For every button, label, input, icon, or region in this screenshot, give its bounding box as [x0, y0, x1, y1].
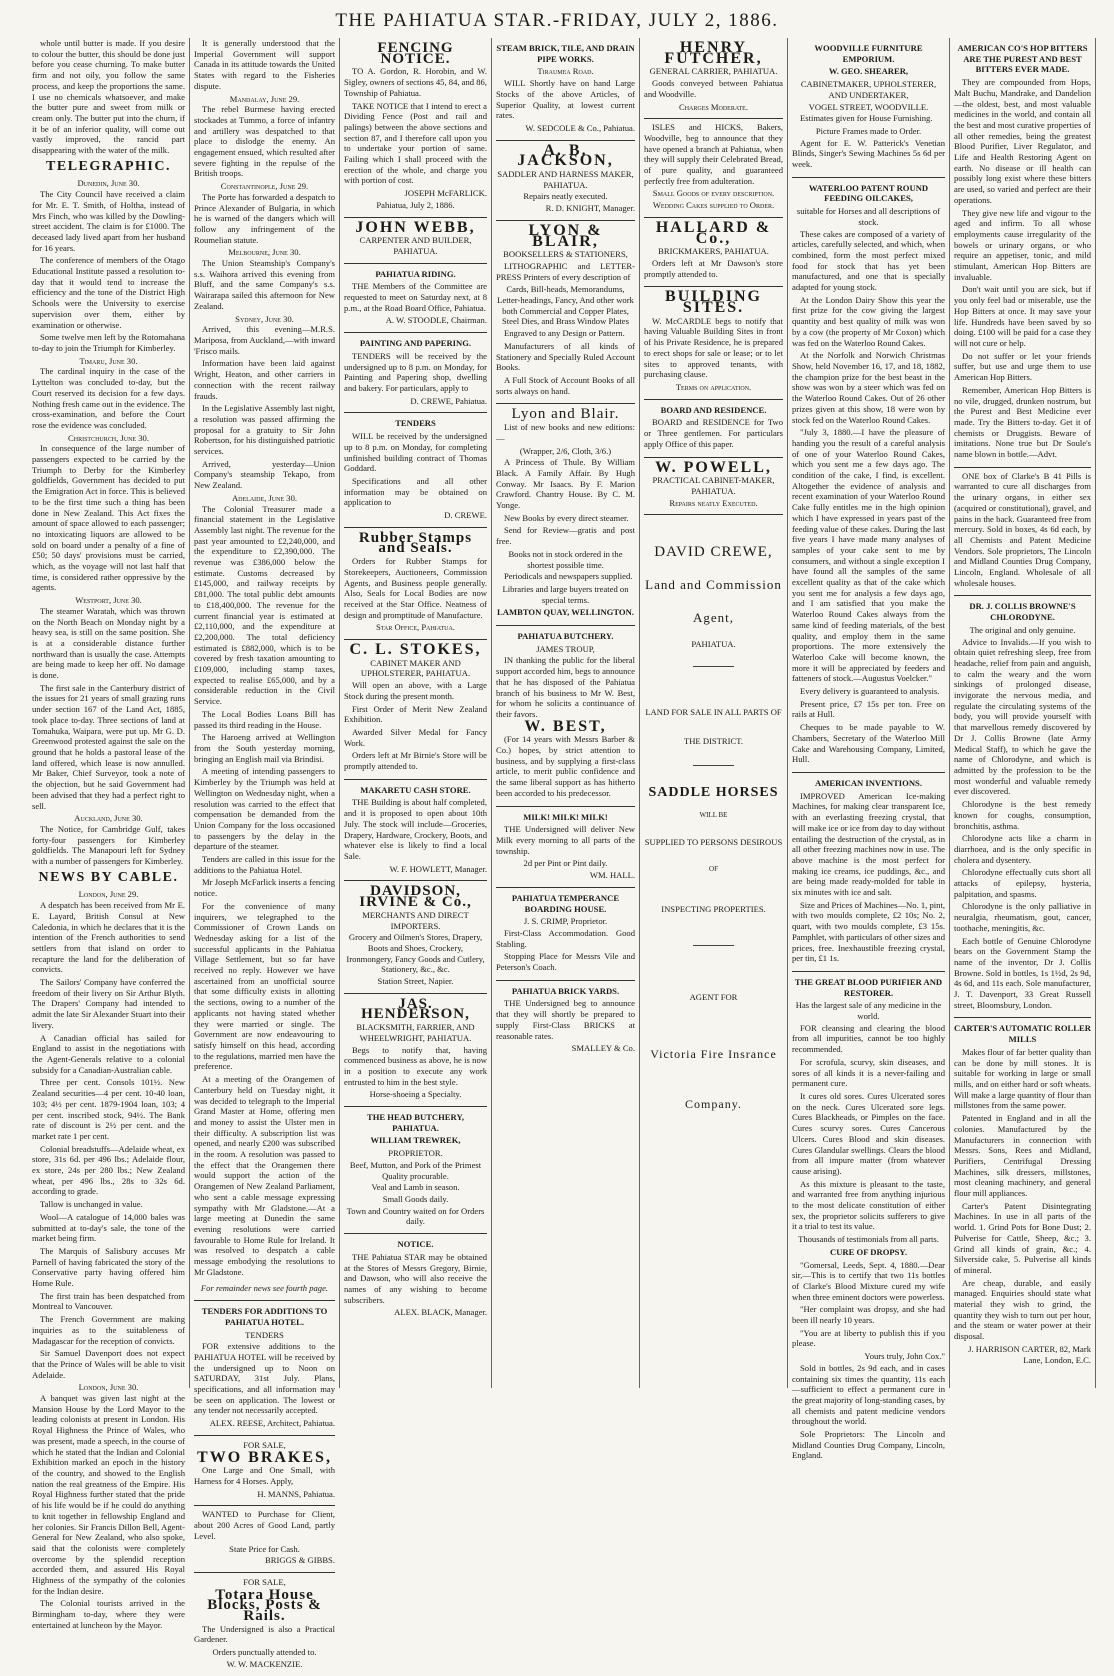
- ad-signature: W. SEDCOLE & Co., Pahiatua.: [525, 122, 635, 133]
- ad-heading: NOTICE.: [397, 1239, 434, 1250]
- ad-wanted-land: [194, 1506, 335, 1573]
- ad-body: Remember, American Hop Bitters is no vile, drugged, drunken nostrum, but the Purest and Best Medicine ever made. Try the Bitters to-day. Get it of chemists or Druggists. Beware of imitations. None true but Dr Soule's name blown in bottle.—Advt.: [954, 384, 1091, 460]
- ad-body: Chlorodyne effectually cuts short all attacks of epilepsy, hysteria, palpitation, and spasms.: [954, 867, 1091, 899]
- ad-b41-pills: [954, 468, 1091, 597]
- ad-body: Engraved to any Design or Pattern.: [504, 328, 625, 339]
- ad-heading: CARTER'S AUTOMATIC ROLLER MILLS: [954, 1023, 1091, 1045]
- ad-body: They give new life and vigour to the aged and infirm. To all whose employments cause irregularity of the bowels or urinary organs, or who require an appetiser, tonic, and mild stimulant, American Hop Bitters are invaluable.: [954, 207, 1091, 282]
- article-paragraph: Information have been laid against Wright, Heaton, and other carriers in connection with the recent railway frauds.: [194, 358, 335, 401]
- article-paragraph: The City Council have received a claim for Mr. E. T. Smith, of Holtha, instead of Mrs Finch, who was killed by the Dowling-street accident. The claim is for £1000. The deceased lady lived apart from her husband for 16 years.: [32, 189, 185, 253]
- column-1: [28, 38, 190, 1630]
- ad-body: Size and Prices of Machines—No. 1, pint, with two moulds complete, £2 10s; No. 2, quart, with two moulds complete, £3 15s. Pamphlet, with particulars of other sizes and prices, free. Inexhaustible freezing crystal, per tin, £1 1s.: [792, 899, 945, 964]
- ad-henderson: [344, 994, 487, 1107]
- ad-body: At the London Dairy Show this year the first prize for the cow giving the largest quantity and best quality of milk was won by a cow (the property of Mr Coxon) which was fed on the Waterloo Round Cakes.: [792, 294, 945, 348]
- ad-hallard: [644, 218, 783, 288]
- ad-body: 2d per Pint or Pint daily.: [523, 858, 608, 869]
- ad-stokes: [344, 640, 487, 780]
- ad-painting: [344, 333, 487, 413]
- ad-body: Do not suffer or let your friends suffer, but use and urge them to use American Hop Bitters.: [954, 350, 1091, 383]
- ad-line: AGENT FOR: [689, 992, 738, 1003]
- ad-brick-works: [496, 38, 635, 141]
- ad-body: Orders left at Mr Birnie's Store will be promptly attended to.: [344, 750, 487, 772]
- ad-subheading: BLACKSMITH, FARRIER, AND WHEELWRIGHT, PAHIATUA.: [356, 1022, 475, 1043]
- ad-body: At the Norfolk and Norwich Christmas Show, held November 16, 17, and 18, 1882, the champion prize for the best beast in the show was won by a steer which was fed on the Waterloo Round Cakes. Out of 26 other prizes given at this show, 18 were won by stock fed on the Waterloo Round Cakes.: [792, 350, 945, 425]
- dateline: London, June 30.: [78, 1382, 139, 1393]
- ad-body: These cakes are composed of a variety of articles, carefully selected, and which, when combined, form the most perfect mixed food for stock that has yet been manufactured, and one that is specially adapted for young stock.: [792, 228, 945, 293]
- ad-american-inventions: [792, 773, 945, 972]
- ad-name: W. GEO. SHEARER,: [828, 66, 909, 77]
- article-paragraph: The cardinal inquiry in the case of the Lyttelton was concluded to-day, but the Court reserved its decision for a few days. Nothing fresh came out in the evidence. The cross-examination, and before the Court rose the evidence was concluded.: [32, 366, 185, 430]
- ad-signature: W. F. HOWLETT, Manager.: [389, 863, 487, 874]
- article-paragraph: At a meeting of the Orangemen of Canterbury held on Tuesday night, it was decided to telegraph to the Imperial Grand Master at Home, offering men and money to assist the Ulster men in their difficulty. A subscription list was opened, and nearly £200 was subscribed in the room. A resolution was passed to the effect that the Orangemen there would support the action of the Orangemen of New Zealand Parliament, who sent a cable message expressing sympathy with Mr Gladstone.—At a large meeting at Dunedin the same evening resolutions were carried favourable to Home Rule for Ireland. It was resolved to despatch a cable message embodying the resolutions to Mr Gladstone.: [194, 1074, 335, 1277]
- ad-body: Horse-shoeing a Specialty.: [369, 1089, 462, 1100]
- ad-subheading: PROPRIETOR.: [388, 1148, 443, 1159]
- ad-heading: DAVID CREWE,: [654, 544, 773, 561]
- ad-body: Will open an above, with a Large Stock during the present month.: [344, 680, 487, 701]
- article-paragraph: The Union Steamship's Company's s.s. Waihora arrived this evening from Bluff, and the same Company's s.s. Wairarapa sailed this afternoon for New Zealand.: [194, 258, 335, 311]
- ad-line: Victoria Fire Insrance: [650, 1046, 777, 1061]
- ad-body: Makes flour of far better quality than can be done by mill stones. It is suitable for working in large or small mills, and on either hard or soft wheats. Will make a large quantity of flour than millstones from the same power.: [954, 1046, 1091, 1111]
- ad-signature: SMALLEY & Co.: [571, 1043, 635, 1054]
- ad-body: As this mixture is pleasant to the taste, and warranted free from anything injurious to the most delicate constitution of either sex, the proprietor solicits sufferers to give it a trial to test its value.: [792, 1178, 945, 1232]
- article-paragraph: Tenders are called in this issue for the additions to the Pahiatua Hotel.: [194, 854, 335, 875]
- ad-body: TAKE NOTICE that I intend to erect a Dividing Fence (Post and rail and palings) between the above sections and section 87, and I therefore call upon you to undertake your portion of same. Failing which I shall proceed with the erection of the whole, and charge you with portion of cost.: [344, 100, 487, 186]
- ad-subheading: The original and only genuine.: [969, 624, 1076, 635]
- ad-heading: PAINTING AND PAPERING.: [359, 338, 472, 349]
- ad-john-webb: [344, 218, 487, 264]
- article-paragraph: The French Government are making inquiries as to the suitableness of Madagascar for the reception of convicts.: [32, 1314, 185, 1346]
- ad-heading: W. POWELL,: [655, 458, 772, 476]
- ad-body: Manufacturers of all kinds of Stationery and Specially Ruled Account Books.: [496, 340, 635, 373]
- ad-chlorodyne: [954, 596, 1091, 1018]
- ad-line: PAHIATUA.: [691, 639, 736, 650]
- ad-body: "July 3, 1880.—I have the pleasure of handing you the result of a careful analysis of one of your Waterloo Round Cakes, which you sent me a few days ago. The condition of the cake, I find, is excellent. Altogether the evidence of analysis and recent examination of your Waterloo Round Cake fully entitles me in the high opinion which I have expressed in years past of the feeding value of these cakes. During the last five years I have made many analyses of samples of your cake sent to me by consumers, and without a single exception I have found all the samples of the same excellent quality as that of the cake which you sent me for analysis a few days ago, and I am satisfied that you make the Waterloo Round Cakes always from the same kind of feeding materials, of the best quality, and employ them in the same proportions. The more extensively the Waterloo Cake will become known, the more it will be appreciated by feeders and fatteners of stock.—Augustus Voelcker.": [792, 427, 945, 684]
- ad-body: BOARD and RESIDENCE for Two or Three gentlemen. For particulars apply Office of this paper.: [644, 417, 783, 449]
- ad-body: TO A. Gordon, R. Horobin, and W. Sigley, owners of sections 45, 84, and 86, Township of Pahiatua.: [344, 66, 487, 98]
- ad-line: WILL BE: [699, 811, 728, 820]
- ad-signature: Yours truly, John Cox.": [864, 1351, 945, 1362]
- ad-body: W. McCARDLE begs to notify that having Valuable Building Sites in front of his Private Residence, he is prepared to erect shops for sale or lease; or to let sites to approved tenants, with purchasing clause.: [644, 315, 783, 380]
- ad-body: Terms on application.: [675, 381, 752, 392]
- ad-signature: WM. HALL.: [589, 870, 635, 881]
- ad-subheading: MERCHANTS AND DIRECT IMPORTERS.: [362, 909, 469, 931]
- ad-subheading: CABINET MAKER AND UPHOLSTERER, PAHIATUA.: [360, 657, 471, 679]
- ad-signature: D. CREWE, Pahiatua.: [410, 395, 487, 406]
- ad-heading: Totara House Blocks, Posts & Rails.: [207, 1586, 322, 1625]
- ad-body: WILL Shortly have on hand Large Stocks of the above Articles, of Superior Quality, at lowest current rates.: [496, 78, 635, 121]
- ad-body: Libraries and large buyers treated on special terms.: [502, 583, 629, 605]
- ad-body: "Gomersal, Leeds, Sept. 4, 1880.—Dear sir,—This is to certify that two 11s bottles of Clarke's Blood Mixture cured my wife when three eminent doctors were powerless.: [792, 1259, 945, 1302]
- ad-hop-bitters: [954, 38, 1091, 468]
- ad-line: Agent,: [692, 609, 735, 625]
- article-paragraph: It is generally understood that the Imperial Government will support Canada in its attitude towards the United States with regard to the Fisheries dispute.: [194, 38, 335, 91]
- ad-body: Awarded Silver Medal for Fancy Work.: [344, 726, 487, 748]
- ad-heading: PAHIATUA TEMPERANCE BOARDING HOUSE.: [511, 892, 620, 914]
- ad-subheading: CABINETMAKER, UPHOLSTERER, AND UNDERTAKER,: [800, 79, 937, 100]
- article-paragraph: In consequence of the large number of passengers expected to be carried by the Triumph to Derby for the Kimberley goldfields, Government has decided to put the Emigration Act in force. This is believed to be the first time such a thing has been done in New Zealand. This Act fixes the amount of space allowed to each passenger; no intoxicating liquors are allowed to be sold on board under a penalty of a fine of £50; 50 days' provisions must be carried, which, as the voyage will not last half that time, is considered rather oppressive by the agents.: [32, 443, 185, 593]
- ad-body: FOR cleansing and clearing the blood from all impurities, cannot be too highly recommended.: [792, 1022, 945, 1055]
- ad-body: It cures old sores. Cures Ulcerated sores on the neck. Cures Ulcerated sore legs. Cures Blackheads, or Pimples on the face. Cures scurvy sores. Cures Cancerous Ulcers. Cures Blood and skin diseases. Cures Glandular swellings. Clears the blood from all impure matter (from whatever cause arising).: [792, 1090, 945, 1176]
- article-paragraph: The first train has been despatched from Montreal to Vancouver.: [32, 1290, 185, 1312]
- article-paragraph: Mr Joseph McFarlick inserts a fencing notice.: [194, 877, 335, 899]
- ad-heading: THE GREAT BLOOD PURIFIER AND RESTORER.: [794, 976, 943, 998]
- ad-heading: AMERICAN CO'S HOP BITTERS ARE THE PUREST AND BEST BITTERS EVER MADE.: [957, 43, 1088, 75]
- section-heading-news-by-cable: NEWS BY CABLE.: [38, 869, 179, 885]
- ad-body: The Undersigned is also a Practical Gardener.: [194, 1623, 335, 1645]
- ad-heading: THE HEAD BUTCHERY, PAHIATUA.: [366, 1112, 465, 1133]
- ad-body: Periodicals and newspapers supplied.: [504, 571, 633, 582]
- ad-name: JAMES TROUP,: [536, 643, 595, 654]
- article-paragraph: Sir Samuel Davenport does not expect that the Prince of Wales will be able to visit Adelaide.: [32, 1348, 185, 1380]
- article-paragraph: In the Legislative Assembly last night, a resolution was passed affirming the proposal for a gratuity to Sir John Robertson, for his distinguished patriotic services.: [194, 403, 335, 457]
- dateline: Sydney, June 30.: [235, 313, 294, 324]
- ad-body: Begs to notify that, having commenced business as above, he is now in a position to execute any work entrusted to him in the best style.: [344, 1044, 487, 1087]
- ad-line: INSPECTING PROPERTIES.: [661, 904, 766, 915]
- ad-name: WILLIAM TREWREK,: [370, 1135, 461, 1146]
- ad-subheading: CARPENTER AND BUILDER, PAHIATUA.: [359, 235, 472, 256]
- ad-body: Each bottle of Genuine Chlorodyne bears on the Government Stamp the name of the inventor, Dr J. Collis Browne. Sold in bottles, 1s 1½d, 2s 9d, 4s 6d, and 11s each. Sole manufacturer, J. T. Davenport, 33 Great Russell street, Bloomsbury, London.: [954, 935, 1091, 1010]
- article-paragraph: The Notice, for Cambridge Gulf, takes forty-four passengers for Kimberley goldfields. The Manapouri left for Sydney with a number of passengers for Kimberley.: [32, 823, 185, 867]
- ad-body: Veal and Lamb in season.: [371, 1182, 460, 1193]
- ad-body: Carter's Patent Disintegrating Machines. In use in all parts of the world. 1. Grind Pots for Bone Dust; 2. Pulverise for Cattle, Sheep, &c.; 3. Grind all kinds of grain, &c.; 4. Silverside cake, 5. Pulverise all kinds of mineral.: [954, 1200, 1091, 1275]
- ad-body: THE Pahiatua STAR may be obtained at the Stores of Messrs Gregory, Birnie, and Dawson, who will also receive the names of any wishing to become subscribers.: [344, 1251, 487, 1305]
- ad-heading: JOHN WEBB,: [355, 218, 476, 236]
- ad-subheading: TENDERS: [245, 1329, 284, 1340]
- dateline: Mandalay, June 29.: [229, 93, 300, 104]
- ad-heading: Lyon and Blair.: [511, 406, 620, 423]
- ad-heading: HENRY FUTCHER,: [664, 39, 763, 67]
- column-6: [788, 38, 950, 1461]
- ad-heading: A. B. JACKSON,: [517, 141, 614, 170]
- ad-body: They are compounded from Hops, Malt Buchu, Mandrake, and Dandelion—the oldest, best, and most valuable medicines in the world, and contain all the best and most curative properties of all other remedies, being the greatest Blood Purifier, Liver Regulator, and Life and Health Restoring Agent on earth. No disease or ill health can possibly long exist where these bitters are used, so varied and perfect are their operations.: [954, 77, 1091, 205]
- ad-signature: W. W. MACKENZIE.: [226, 1658, 303, 1669]
- ad-signature: BRIGGS & GIBBS.: [265, 1555, 335, 1566]
- ad-body: Thousands of testimonials from all parts.: [798, 1234, 939, 1245]
- ad-heading: WATERLOO PATENT ROUND FEEDING OILCAKES,: [808, 182, 929, 204]
- article-paragraph: Some twelve men left by the Rotomahana to-day to join the Triumph for Kimberley.: [32, 332, 185, 353]
- ad-subheading: BRICKMAKERS, PAHIATUA.: [658, 246, 769, 257]
- ad-riding: [344, 264, 487, 334]
- ad-heading: STEAM BRICK, TILE, AND DRAIN PIPE WORKS.: [496, 43, 635, 64]
- ad-lyon-blair: [496, 221, 635, 405]
- ad-subheading: FOR SALE,: [243, 1576, 286, 1587]
- ad-body: Chlorodyne is the only palliative in neuralgia, rheumatism, gout, cancer, toothache, meningitis, &c.: [954, 901, 1091, 933]
- ad-body: Send for Review—gratis and post free.: [496, 525, 635, 547]
- ad-body: Sold in bottles, 2s 9d each, and in cases containing six times the quantity, 11s each—sufficient to effect a permanent cure in the great majority of long-standing cases, by all chemists and patent medicine vendors throughout the world.: [792, 1362, 945, 1427]
- ad-body: Small Goods of every description.: [652, 188, 775, 199]
- ad-body: Chlorodyne is the best remedy known for coughs, consumption, bronchitis, asthma.: [954, 799, 1091, 831]
- ad-woodville-furniture: [792, 38, 945, 178]
- ad-body: LITHOGRAPHIC and LETTER-PRESS Printers of every description of: [496, 260, 635, 282]
- ad-heading: TENDERS: [395, 418, 436, 429]
- ad-makaretu-store: [344, 780, 487, 882]
- column-7: [950, 38, 1096, 1388]
- ad-heading: AMERICAN INVENTIONS.: [815, 778, 922, 788]
- column-2: [190, 38, 340, 1669]
- ad-signature: R. D. KNIGHT, Manager.: [545, 203, 635, 214]
- ad-brick-yards: [496, 981, 635, 1060]
- ad-body: First-Class Accommodation. Good Stabling.: [496, 927, 635, 949]
- ad-line: THE DISTRICT.: [683, 735, 744, 746]
- ad-body: Estimates given for House Furnishing.: [800, 113, 933, 124]
- article-paragraph: For the convenience of many inquirers, we telegraphed to the Commissioner of Crown Lands on Wednesday asking for a list of the successful applicants in the Pahiatua Village Settlement, but so far have received no reply. However we have ascertained from an unofficial source that some difficulty exists in allotting the sections, owing to a number of the applicants not having stated whether they were married or single. The Government are now endeavouring to satisfy himself on this head, according to the regulations, married men have the preference.: [194, 900, 335, 1072]
- ad-body: For scrofula, scurvy, skin diseases, and sores of all kinds it is a never-failing and permanent cure.: [792, 1056, 945, 1089]
- ad-two-brakes: [194, 1436, 335, 1507]
- ad-signature: ALEX. BLACK, Manager.: [394, 1307, 487, 1318]
- article-paragraph: Colonial breadstuffs—Adelaide wheat, ex store, 31s 6d. per 496 lbs.; Adelaide flour, ex store, 24s per 280 lbs.; New Zealand wheat, per 496 lbs., 28s to 32s 6d. according to grade.: [32, 1143, 185, 1197]
- ad-pahiatua-butchery: [496, 626, 635, 807]
- ad-body: Small Goods daily.: [382, 1193, 449, 1204]
- ad-body: Picture Frames made to Order.: [815, 125, 922, 136]
- article-paragraph: Arrived, this evening—M.R.S. Mariposa, from Auckland,—with inward 'Frisco mails.: [194, 324, 335, 356]
- ad-body: Advice to Invalids.—If you wish to obtain quiet refreshing sleep, free from headache, relief from pain and anguish, to calm the weary and the worn sinkings of prolonged disease, invigorate the nervous media, and regulate the circulating systems of the body, you will provide yourself with that marvellous remedy discovered by Dr J. Collis Browne (late Army Medical Staff), to which he gave the name of Chlorodyne, and which is admitted by the profession to be the most wonderful and valuable remedy ever discovered.: [954, 636, 1091, 797]
- ad-body: A Full Stock of Account Books of all sorts always on hand.: [496, 374, 635, 396]
- masthead: [0, 0, 1114, 36]
- ad-body: THE Building is about half completed, and it is proposed to open about 10th July. The stock will include—Groceries, Drapery, Hardware, Crockery, Boots, and whatever else is likely to find a local Sale.: [344, 797, 487, 861]
- article-paragraph: whole until butter is made. If you desire to colour the butter, this should be done just before you cease churning. To make butter firm and not oily, you follow the same process, and keep the proportions the same. I use no chemicals whatsoever, and make the butter pure and sweet from milk or cream only. The butter put into the churn, if it be of an inferior quality, will come out vastly improved, the rancid part disappearing with the water of the milk.: [32, 38, 185, 156]
- ad-heading: MAKARETU CASH STORE.: [360, 784, 471, 795]
- ad-body: Sole Proprietors: The Lincoln and Midland Counties Drug Company, Lincoln, England.: [792, 1429, 945, 1461]
- ad-heading: W. BEST,: [524, 717, 607, 735]
- dateline: Adelaide, June 30.: [231, 492, 298, 503]
- ad-body: "You are at liberty to publish this if you please.: [792, 1327, 945, 1349]
- ad-david-crewe: [644, 515, 783, 1110]
- ad-line: Land and Commission: [645, 577, 782, 593]
- ad-heading: Rubber Stamps and Seals.: [358, 529, 473, 557]
- ad-body: First Order of Merit New Zealand Exhibition.: [344, 703, 487, 725]
- ad-body: TENDERS will be received by the undersigned up to 8 p.m. on Monday, for Painting and Papering shop, dwelling and bakery. For particulars, apply to: [344, 350, 487, 393]
- ad-board-residence: [644, 400, 783, 458]
- ad-signature: J. HARRISON CARTER, 82, Mark Lane, London, E.C.: [968, 1343, 1091, 1365]
- ad-line: LAND FOR SALE IN ALL PARTS OF: [645, 707, 782, 718]
- ad-heading: TENDERS FOR ADDITIONS TO PAHIATUA HOTEL.: [201, 1306, 328, 1327]
- ad-body: New Books by every direct steamer.: [504, 512, 629, 523]
- ad-body: Grocery and Oilmen's Stores, Drapery, Boots and Shoes, Crockery, Ironmongery, Fancy Goods and Cutlery, Stationery, &c., &c.: [346, 932, 485, 975]
- ad-body: WANTED to Purchase for Client, about 200 Acres of Good Land, partly Level.: [194, 1509, 335, 1541]
- ad-heading: DR. J. COLLIS BROWNE'S CHLORODYNE.: [969, 601, 1076, 623]
- article-paragraph: Tallow is unchanged in value.: [40, 1199, 143, 1210]
- article-paragraph: A meeting of intending passengers to Kimberley by the Triumph was held at Wellington on Wednesday night, when a resolution was carried to the effect that compensation be demanded from the Union Company for the loss occasioned to passengers by the delay in the departure of the steamer.: [194, 766, 335, 852]
- ad-body: List of new books and new editions:—: [496, 422, 635, 443]
- ad-body: Cheques to be made payable to W. Chambers, Secretary of the Waterloo Mill Cake and Warehousing Company, Limited, Hull.: [792, 722, 945, 765]
- ad-body: Patented in England and in all the colonies. Manufactured by the Manufacturers in connection with Messrs. Sons, Rees and Midland, Purifiers, Centrifugal Dressing Machines, silk dressers, millstones, most cleaning machinery, and general flour mill appliances.: [954, 1113, 1091, 1199]
- ad-line: OF: [709, 864, 718, 873]
- ad-body: Orders punctually attended to.: [212, 1647, 317, 1658]
- ad-body: ISLES and HICKS, Bakers, Woodville, beg to announce that they have opened a branch at Pahiatua, when they will supply their Celebrated Bread, of pure quality, and guaranteed perfectly free from adulteration.: [644, 122, 783, 186]
- ad-body: IN thanking the public for the liberal support accorded him, begs to announce that he has disposed of the Pahiatua branch of his business to Mr W. Best, for whom he solicits a continuance of their favors.: [496, 655, 635, 719]
- ad-body: THE Undersigned will deliver New Milk every morning to all parts of the township.: [496, 824, 635, 856]
- dateline: Timaru, June 30.: [79, 355, 138, 366]
- ad-heading: BUILDING SITES.: [665, 288, 762, 317]
- ad-body: THE Undersigned beg to announce that they will shortly be prepared to supply First-Class BRICKS at reasonable rates.: [496, 998, 635, 1041]
- divider: [693, 765, 735, 766]
- ad-signature: Star Office, Pahiatua.: [376, 622, 455, 633]
- ad-heading: DAVIDSON, IRVINE & Co.,: [359, 883, 472, 911]
- ad-line: SADDLE HORSES: [648, 784, 779, 800]
- dateline: Dunedin, June 30.: [77, 178, 140, 189]
- ad-roller-mills: [954, 1018, 1091, 1371]
- article-paragraph: The conference of members of the Otago Educational Institute passed a resolution to-day that it would tend to increase the efficiency and the tone of the District High Schools were the University to exercise supervision over them, either by examination or otherwise.: [32, 255, 185, 330]
- ad-powell: [644, 458, 783, 516]
- dateline: Christchurch, June 30.: [68, 432, 149, 443]
- column-4: [492, 38, 640, 1388]
- continuation-note: For remainder news see fourth page.: [200, 1283, 329, 1294]
- ad-davidson-irvine: [344, 881, 487, 993]
- ad-divider: [194, 1279, 335, 1301]
- ad-temperance-house: [496, 888, 635, 981]
- ad-blood-purifier: [792, 972, 945, 1468]
- ad-signature: ALEX. REESE, Architect, Pahiatua.: [209, 1418, 335, 1429]
- masthead-title: THE PAHIATUA STAR.-FRIDAY, JULY 2, 1886.: [335, 10, 779, 31]
- divider: [693, 945, 735, 946]
- ad-body: FOR extensive additions to the PAHIATUA HOTEL will be received by the undersigned up to Noon on SATURDAY, 31st July. Plans, specifications, and all information may be seen on application. The lowest or any tender not necessarily accepted.: [194, 1341, 335, 1416]
- ad-heading: PAHIATUA BUTCHERY.: [517, 631, 614, 642]
- ad-body: Repairs neatly Executed.: [669, 497, 758, 508]
- ad-body: Specifications and all other information may be obtained on application to: [344, 475, 487, 508]
- ad-building-sites: [644, 287, 783, 399]
- ad-body: Wedding Cakes supplied to Order.: [652, 200, 775, 211]
- article-paragraph: The Haroeng arrived at Wellington from the South yesterday morning, bringing an English mail via Brindisi.: [194, 732, 335, 764]
- ad-subheading: SADDLER AND HARNESS MAKER, PAHIATUA.: [497, 169, 634, 190]
- ad-body: ONE box of Clarke's B 41 Pills is warranted to cure all discharges from the urinary organs, in either sex (acquired or constitutional), gravel, and pains in the back. Guaranteed free from mercury. Sold in boxes, 4s 6d each, by all Chemists and Patent Medicine Vendors. Sole proprietors, The Lincoln and Midland Counties Drug Company, Lincoln, England. Wholesale of all wholesale houses.: [954, 470, 1091, 588]
- dateline: Melbourne, June 30.: [228, 247, 301, 258]
- ad-jackson: [496, 141, 635, 221]
- section-heading-telegraphic: TELEGRAPHIC.: [46, 158, 171, 174]
- column-5: [640, 38, 788, 1388]
- ad-heading: PAHIATUA BRICK YARDS.: [511, 985, 620, 996]
- ad-heading: JAS. HENDERSON,: [361, 995, 470, 1023]
- article-paragraph: Arrived, yesterday—Union Company's steamship Tekapo, from New Zealand.: [194, 458, 335, 491]
- ad-tenders: [344, 413, 487, 527]
- ad-waterloo-cakes: [792, 178, 945, 773]
- article-paragraph: The Colonial tourists arrived in the Birmingham to-day, where they were entertained at luncheon by the Mayor.: [32, 1598, 185, 1630]
- ad-heading: BOARD AND RESIDENCE.: [660, 404, 767, 415]
- article-paragraph: A Canadian official has sailed for England to assist in the negotiations with the Agent-Generals relative to a colonial subsidy for a Canadian-Australian cable.: [32, 1032, 185, 1075]
- ad-line: Company.: [685, 1097, 742, 1112]
- ad-address: LAMBTON QUAY, WELLINGTON.: [497, 607, 634, 618]
- ad-totara-blocks: [194, 1573, 335, 1676]
- article-paragraph: A banquet was given last night at the Mansion House by the Lord Mayor to the leading colonists at present in London. His Royal Highness the Prince of Wales, who was present, made a speech, in the course of which he stated that the Indian and Colonial Exhibition marked an epoch in the history of the country, and showed to the English nation the real greatness of the Empire. His Royal Highness further stated that the pride of his life would be if he could do anything to knit together in fellowship England and her colonies. Sir Francis Dillon Bell, Agent-General for New Zealand, who also spoke, said that the colonists were completely overcome by the splendid reception accorded them, and assured His Royal Highness of the sympathy of the colonies for the Indian desire.: [32, 1393, 185, 1596]
- ad-heading: HALLARD & Co.,: [655, 218, 772, 247]
- ad-body: Every delivery is guaranteed to analysis.: [800, 686, 940, 697]
- ad-heading: FENCING NOTICE.: [377, 40, 454, 67]
- ad-body: (Wrapper, 2/6, Cloth, 3/6.): [519, 445, 612, 456]
- dateline: Constantinople, June 29.: [220, 181, 309, 192]
- ad-body: Repairs neatly executed.: [523, 191, 608, 202]
- ad-notice: [344, 1234, 487, 1324]
- article-paragraph: The steamer Waratah, which was thrown on the North Beach on Monday night by a heavy sea, is still on the same position. She is at a considerable distance further northward than is usually the case. Attempts are being made to keep her off. No damage is done.: [32, 605, 185, 681]
- ad-body: Present price, £7 15s per ton. Free on rails at Hull.: [792, 698, 945, 720]
- ad-body: Town and Country waited on for Orders daily.: [346, 1205, 485, 1227]
- ad-body: Orders for Rubber Stamps for Storekeepers, Auctioneers, Commission Agents, and Business people generally. Also, Seals for Local Bodies are now received at the Star Office. Neatness of design and promptitude of Manufacture.: [344, 556, 487, 620]
- ad-heading: WOODVILLE FURNITURE EMPORIUM.: [814, 43, 923, 64]
- ad-heading: CURE OF DROPSY.: [830, 1246, 907, 1257]
- article-paragraph: Wool—A catalogue of 14,000 bales was submitted at to-day's sale, the tone of the market being firm.: [32, 1211, 185, 1244]
- article-paragraph: The Porte has forwarded a despatch to Prince Alexander of Bulgaria, in which he is warned of the dangers which will follow any infringement of the Roumelian statute.: [194, 191, 335, 245]
- dateline: Auckland, June 30.: [74, 813, 143, 824]
- ad-lyon-blair-books: [496, 404, 635, 626]
- ad-name: J. S. CRIMP, Proprietor.: [523, 916, 608, 927]
- ad-subheading: suitable for Horses and all descriptions of stock.: [796, 206, 941, 227]
- ad-signature: D. CREWE.: [444, 510, 487, 521]
- ad-line: SUPPLIED TO PERSONS DESIROUS: [644, 836, 783, 847]
- divider: [693, 666, 735, 667]
- ad-body: A Princess of Thule. By William Black. A Family Affair. By Hugh Conway. Mr Isaacs. By F. Marion Crawford. Chantry House. By C. M. Yonge.: [496, 457, 635, 511]
- ad-subheading: Tiraumea Road.: [537, 66, 594, 77]
- ad-subheading: PRACTICAL CABINET-MAKER, PAHIATUA.: [652, 475, 775, 496]
- ad-body: State Price for Cash.: [229, 1543, 300, 1554]
- ad-milk: [496, 807, 635, 888]
- column-3: [340, 38, 492, 1388]
- ad-subheading: Has the largest sale of any medicine in the world.: [795, 1000, 942, 1022]
- ad-body: Beef, Mutton, and Pork of the Primest Quality procurable.: [349, 1159, 482, 1181]
- ad-subheading: FOR SALE,: [243, 1439, 286, 1450]
- ad-body: IMPROVED American Ice-making Machines, for making clear transparent Ice, with an everlasting freezing crystal, that will make ice or ice from day to day without entailing the destruction of the crystal, as in all other freezing machines now in use. The above machine is the most perfect for making ice creams, ice puddings, &c., and are being made ready-molded for table in six minutes with ice and salt.: [792, 790, 945, 898]
- ad-heading: C. L. STOKES,: [349, 641, 482, 659]
- article-paragraph: The Sailors' Company have conferred the freedom of their livery on Sir Arthur Blyth. The Drapers' Company had intended to admit the late Sir Alexander Stuart into their livery.: [32, 977, 185, 1030]
- ad-heading: PAHIATUA RIDING.: [375, 268, 456, 279]
- ad-body: Orders left at Mr Dawson's store promptly attended to.: [644, 257, 783, 279]
- ad-signature: JOSEPH McFARLICK.: [404, 188, 487, 199]
- dateline: London, June 29.: [78, 889, 139, 900]
- ad-body: Cards, Bill-heads, Memorandums, Letter-headings, Fancy, And other work both Commercial and Copper Plates, Steel Dies, and Brass Window Plates: [497, 284, 634, 327]
- ad-body: Goods conveyed between Pahiatua and Woodville.: [644, 78, 783, 99]
- ad-subheading: BOOKSELLERS & STATIONERS,: [503, 249, 628, 260]
- ad-fencing-notice: [344, 38, 487, 218]
- ad-body: (For 14 years with Messrs Barber & Co.) hopes, by strict attention to business, and by supplying a first-class article, to merit public confidence and the same liberal support as has hitherto been accorded to his predecessor.: [496, 734, 635, 798]
- ad-body: Chlorodyne acts like a charm in diarrhoea, and is the only specific in cholera and dysentery.: [954, 833, 1091, 865]
- ad-isles-hicks: [644, 119, 783, 218]
- ad-head-butchery: [344, 1107, 487, 1234]
- ad-subheading: GENERAL CARRIER, PAHIATUA.: [649, 66, 778, 77]
- ad-body: Books not in stock ordered in the shortest possible time.: [508, 548, 623, 570]
- ad-date: Pahiatua, July 2, 1886.: [376, 199, 455, 210]
- article-paragraph: The Marquis of Salisbury accuses Mr Parnell of having fabricated the story of the Conservative party having offered him Home Rule.: [32, 1245, 185, 1289]
- ad-body: Agent for E. W. Patterick's Venetian Blinds, Singer's Sewing Machines 5s 6d per week.: [792, 137, 945, 170]
- ad-signature: A. W. STOODLE, Chairman.: [385, 315, 487, 326]
- article-paragraph: The rebel Burmese having erected stockades at Tummo, a force of infantry and artillery was despatched to that place to dislodge the enemy. An engagement ensued, which resulted after severe fighting in the repulse of the British troops.: [194, 104, 335, 179]
- article-paragraph: The first sale in the Canterbury district of the issues for 21 years of small grazing runs under section 167 of the Land Act, 1885, took place to-day. Three sections of land at Tomahuka, Waipara, were put up. Mr G. D. Greenwood protested against the sale on the ground that he holds a pastoral lease of the land offered, which lease is now annulled. Mr Baker, Chief Surveyor, took a note of the objection, but he said Government had been advised that they had a perfect right to sell.: [32, 682, 185, 811]
- ad-rubber-stamps: [344, 528, 487, 640]
- ad-body: Don't wait until you are sick, but if you only feel bad or miserable, use the Hop Bitters at once. It may save your life. Hundreds have been saved by so doing. £100 will be paid for a case they will not cure or help.: [954, 284, 1091, 348]
- ad-body: WILL be received by the undersigned up to 8 p.m. on Monday, for completing unfinished building contract of Thomas Goddard.: [344, 431, 487, 474]
- ad-signature: Station Street, Napier.: [377, 976, 454, 987]
- ad-address: VOGEL STREET, WOODVILLE.: [808, 101, 929, 112]
- ad-body: "Her complaint was dropsy, and she had been ill nearly 10 years.: [792, 1304, 945, 1326]
- ad-futcher: [644, 38, 783, 119]
- ad-signature: H. MANNS, Pahiatua.: [257, 1488, 335, 1499]
- article-paragraph: A despatch has been received from Mr E. E. Layard, British Consul at New Caledonia, in which he declares that it is the intention of the French authorities to send settlers from that island on order to recapture the land for the deliberation of convicts.: [32, 900, 185, 975]
- article-paragraph: The Colonial Treasurer made a financial statement in the Legislative Assembly last night. The revenue for the past year amounted to £2,240,000, and the expenditure to £2,390,000. The revenue was £386,000 below the estimate. Customs decreased by £145,000, and railway receipts by £81,000. The total public debt amounts to £18,400,000. The revenue for the current financial year is estimated at £2,110,000, and the expenditure at £2,200,000. The total deficiency estimated is £882,000, which is to be covered by fresh taxation amounting to £109,000, including stamp taxes, expected to realise £65,000, and by a considerable reduction in the Civil Service.: [194, 503, 335, 707]
- ad-body: Charges Moderate.: [678, 101, 748, 112]
- article-paragraph: The Local Bodies Loans Bill has passed its third reading in the House.: [194, 708, 335, 730]
- ad-heading: TWO BRAKES,: [197, 1448, 332, 1466]
- ad-body: THE Members of the Committee are requested to meet on Saturday next, at 8 p.m., at the Road Board Office, Pahiatua.: [344, 281, 487, 313]
- ad-heading: LYON & BLAIR,: [528, 221, 603, 250]
- ad-hotel-tenders: [194, 1301, 335, 1436]
- ad-body: Stopping Place for Messrs Vile and Peterson's Coach.: [496, 951, 635, 973]
- ad-heading: MILK! MILK! MILK!: [523, 811, 608, 822]
- ad-body: Are cheap, durable, and easily managed. Enquiries should state what material they wish to grind, the quantity they wish to turn out per hour, and the steam or water power at their disposal.: [954, 1277, 1091, 1342]
- article-paragraph: Three per cent. Consols 101½. New Zealand securities—4 per cent. 10-40 loan, 103; 4½ per cent. 1879-1904 loan, 103; 4 per cent. inscribed stock, 94½. The Bank rate of discount is 2½ per cent. and the market rate 1 per cent.: [32, 1077, 185, 1141]
- dateline: Westport, June 30.: [75, 595, 142, 606]
- ad-body: One Large and One Small, with Harness for 4 Horses. Apply,: [194, 1465, 335, 1486]
